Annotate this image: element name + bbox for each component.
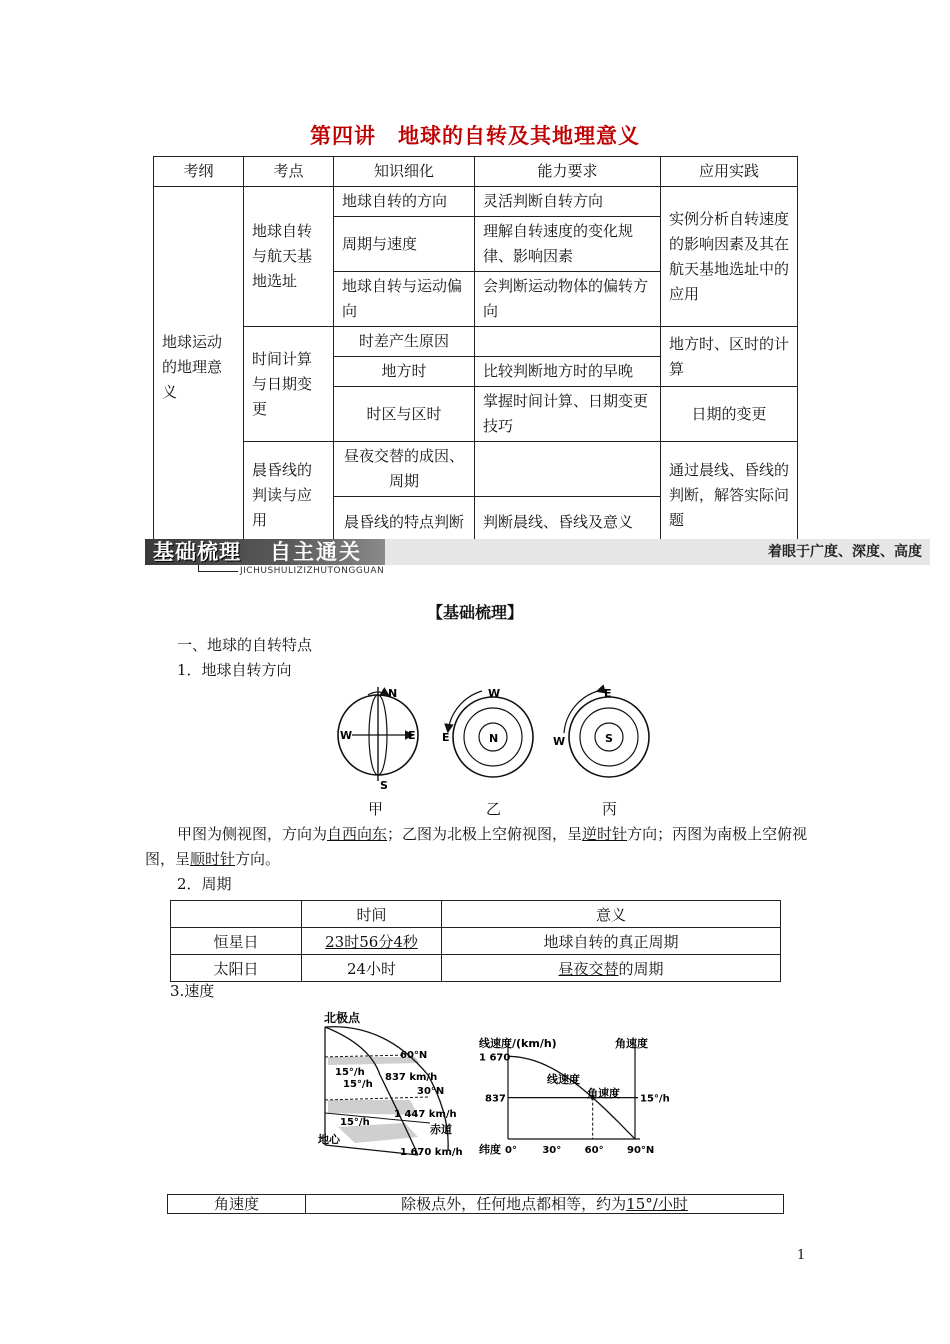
latitude-label: 60°N <box>400 1050 428 1061</box>
detail-cell: 昼夜交替的成因、周期 <box>334 442 475 497</box>
practice-cell: 通过晨线、昏线的判断，解答实际问题 <box>661 442 798 549</box>
angular-velocity-table <box>167 1194 784 1214</box>
angular-speed-label: 15°/h <box>343 1079 373 1090</box>
topic-cell: 地球自转与航天基地选址 <box>244 187 334 327</box>
x-tick-label: 90°N <box>627 1145 655 1156</box>
period-name: 太阳日 <box>171 955 302 982</box>
period-time <box>302 928 442 955</box>
south-label: S <box>605 732 613 745</box>
practice-cell: 日期的变更 <box>661 387 798 442</box>
para-text: 方向。 <box>235 850 281 868</box>
topic-cell: 时间计算与日期变更 <box>244 327 334 442</box>
para-text: ；乙图为北极上空俯视图，呈 <box>387 825 583 843</box>
para-text: 方向；丙图为南极上空俯视图，呈 <box>145 825 808 868</box>
angular-speed-label: 15°/h <box>340 1117 370 1128</box>
x-tick-label: 30° <box>542 1145 562 1156</box>
period-meaning-text: 的周期 <box>618 959 664 978</box>
banner-subtitle: 自主通关 <box>270 540 362 564</box>
series-label: 角速度 <box>587 1087 620 1100</box>
practice-cell: 实例分析自转速度的影响因素及其在航天基地选址中的应用 <box>661 187 798 327</box>
south-pole-view <box>553 687 649 777</box>
table-header: 意义 <box>442 901 781 928</box>
y-axis-label: 线速度/(km/h) <box>479 1037 557 1050</box>
west-label: W <box>340 729 353 742</box>
para-text: 甲图为侧视图，方向为 <box>177 825 328 843</box>
table-header: 应用实践 <box>661 157 798 187</box>
topic-cell: 晨昏线的判读与应用 <box>244 442 334 549</box>
period-time: 24小时 <box>302 955 442 982</box>
figure-caption: 乙 <box>486 800 502 818</box>
north-pole-view <box>442 687 533 777</box>
page-number: 1 <box>797 1248 806 1263</box>
y-tick-label: 837 <box>485 1093 506 1105</box>
earth-wedge-diagram <box>310 1005 470 1165</box>
syllabus-cell: 地球运动的地理意义 <box>154 187 244 550</box>
detail-cell: 时差产生原因 <box>334 327 475 357</box>
detail-cell: 晨昏线的特点判断 <box>334 497 475 549</box>
para-answer: 自西向东 <box>327 825 388 843</box>
west-label: W <box>553 735 566 748</box>
north-pole-label: 北极点 <box>324 1011 361 1025</box>
ability-cell: 比较判断地方时的早晚 <box>475 357 661 387</box>
north-label: N <box>388 687 398 700</box>
table-header: 考纲 <box>154 157 244 187</box>
period-meaning: 地球自转的真正周期 <box>442 928 781 955</box>
east-label: E <box>408 729 416 742</box>
heading-1-2: 2．周期 <box>177 875 232 893</box>
figure-caption: 甲 <box>368 800 384 818</box>
heading-1-1: 1．地球自转方向 <box>177 661 292 679</box>
period-time-value: 23时56分4秒 <box>325 932 418 951</box>
linear-speed-label: 1 447 km/h <box>394 1109 457 1120</box>
series-label: 线速度 <box>547 1073 580 1086</box>
para-answer: 顺时针 <box>190 850 236 868</box>
x-tick-label: 60° <box>584 1145 604 1156</box>
heading-1: 一、地球的自转特点 <box>177 636 313 654</box>
heading-1-3: 3.速度 <box>170 982 215 1000</box>
east-label: E <box>442 731 450 744</box>
equator-label: 赤道 <box>430 1123 452 1136</box>
table-header: 能力要求 <box>475 157 661 187</box>
y-tick-label: 1 670 <box>479 1052 511 1064</box>
ability-cell <box>475 442 661 497</box>
detail-cell: 地球自转的方向 <box>334 187 475 217</box>
x-tick-label: 0° <box>505 1145 517 1156</box>
direction-paragraph <box>145 822 810 872</box>
angvel-answer: 15°/小时 <box>626 1195 688 1213</box>
earth-center-label: 地心 <box>318 1133 340 1146</box>
ability-cell: 会判断运动物体的偏转方向 <box>475 272 661 327</box>
section-heading: 【基础梳理】 <box>426 603 523 622</box>
table-header: 考点 <box>244 157 334 187</box>
table-row <box>171 928 781 955</box>
table-row <box>168 1195 784 1214</box>
practice-cell: 地方时、区时的计算 <box>661 327 798 387</box>
linear-speed-label: 837 km/h <box>385 1072 438 1083</box>
detail-cell: 地球自转与运动偏向 <box>334 272 475 327</box>
latitude-label: 30°N <box>417 1086 445 1097</box>
detail-cell: 时区与区时 <box>334 387 475 442</box>
page-title: 第四讲 地球的自转及其地理意义 <box>310 124 640 148</box>
north-label: N <box>489 732 499 745</box>
angvel-value <box>306 1195 784 1214</box>
period-meaning-answer: 昼夜交替 <box>558 959 619 978</box>
banner-divider <box>198 571 238 572</box>
banner-title: 基础梳理 <box>153 540 241 564</box>
ability-cell <box>475 327 661 357</box>
period-meaning <box>442 955 781 982</box>
ability-cell: 理解自转速度的变化规律、影响因素 <box>475 217 661 272</box>
figure-caption: 丙 <box>602 800 618 818</box>
table-header: 时间 <box>302 901 442 928</box>
ability-cell: 掌握时间计算、日期变更技巧 <box>475 387 661 442</box>
para-answer: 逆时针 <box>582 825 628 843</box>
y2-axis-label: 角速度 <box>615 1037 648 1050</box>
table-row <box>171 955 781 982</box>
detail-cell: 地方时 <box>334 357 475 387</box>
detail-cell: 周期与速度 <box>334 217 475 272</box>
syllabus-table <box>153 156 798 550</box>
period-table <box>170 900 781 982</box>
side-view-globe <box>338 687 418 792</box>
speed-chart <box>475 1033 670 1161</box>
period-name: 恒星日 <box>171 928 302 955</box>
ability-cell: 灵活判断自转方向 <box>475 187 661 217</box>
table-header <box>171 901 302 928</box>
table-header: 知识细化 <box>334 157 475 187</box>
east-label: E <box>604 687 612 700</box>
banner-slogan: 着眼于广度、深度、高度 <box>768 544 922 560</box>
x-axis-label: 纬度 <box>479 1143 501 1156</box>
ability-cell: 判断晨线、昏线及意义 <box>475 497 661 549</box>
angular-speed-label: 15°/h <box>335 1067 365 1078</box>
angvel-text: 除极点外，任何地点都相等，约为 <box>401 1195 627 1213</box>
south-label: S <box>380 779 388 792</box>
angvel-label: 角速度 <box>168 1195 306 1214</box>
banner-pinyin: JICHUSHULIZIZHUTONGGUAN <box>240 566 385 576</box>
west-label: W <box>488 687 501 700</box>
y2-tick-label: 15°/h <box>640 1093 670 1105</box>
linear-speed-label: 1 670 km/h <box>400 1147 463 1158</box>
